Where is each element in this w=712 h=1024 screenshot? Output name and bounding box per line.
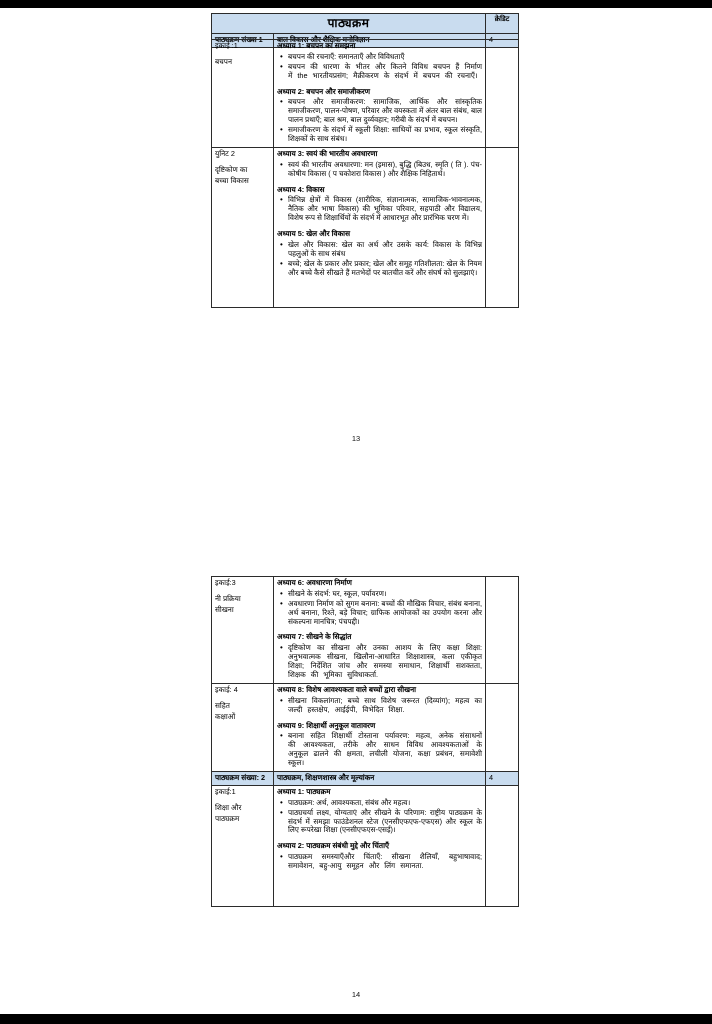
chapter-heading: अध्याय 1: बचपन का समझना (277, 41, 356, 50)
unit-number: इकाई:1 (215, 786, 236, 796)
course-credit: 4 (486, 772, 519, 786)
list-item: • विभिन्न क्षेत्रों में विकास (शारीरिक, संज्ञानात्मक, सामाजिक-भावनात्मक, नैतिक और भाषा विकास) की भूमिका परिवार, सहपाठी और विद्यालय, विशेष रूप से शिक्षार्थियों के संदर्भ में आधारभूत और प्रारंभिक चरण में। (288, 196, 482, 223)
table-row (212, 147, 519, 307)
list-item: • सीखना विकलांगता; बच्चे साथ विशेष जरूरत (दिव्यांग); महत्व का जल्दी हस्तक्षेप, आईईपी, विभेदित शिक्षा. (288, 697, 482, 715)
credit-cell (486, 147, 519, 307)
bullet-list (277, 590, 482, 627)
bottom-black-bar (0, 1014, 712, 1024)
scanned-page-13 (0, 8, 712, 443)
chapter-heading: अध्याय 6: अवधारणा निर्माण (277, 578, 352, 587)
unit-name-2: बच्चा विकास (215, 175, 249, 185)
unit-number: इकाई :1 (215, 41, 238, 50)
bullet-list (277, 161, 482, 179)
list-item: • बच्चे; खेल के प्रकार और प्रकार; खेल और समूह गतिशीलता: खेल के नियम और बच्चे कैसे सीखते हैं मतभेदों पर बातचीत करें और संघर्ष को सुलझाएं। (288, 260, 482, 278)
bullet-list (277, 853, 482, 871)
table-row (212, 40, 519, 148)
list-item: • पाठ्यचर्या लक्ष्य, योग्यताएं और सीखने के परिणाम: राष्ट्रीय पाठ्यक्रम के संदर्भ में समझा फाउंडेशनल स्टेज (एनसीएफएफ-एफएस) और स्कूल के लिए रूपरेखा शिक्षा (एनसीएफएस-एसई)। (288, 809, 482, 836)
course-number: पाठ्यक्रम संख्या: 2 (212, 772, 274, 786)
unit-name: शिक्षा और (215, 802, 242, 812)
unit-name-2: कक्षाओं (215, 711, 236, 721)
list-item: • बचपन और समाजीकरण: सामाजिक, आर्थिक और सांस्कृतिक समाजीकरण, पालन-पोषण, परिवार और वयस्कता में अंतर बाल संबंध, बाल पालन प्रथाएँ; बाल श्रम, बाल दुर्व्यवहार; गरीबी के संदर्भ में बचपन। (288, 98, 482, 125)
chapter-heading: अध्याय 2: पाठ्यक्रम संबंधी मुद्दे और चिंताएँ (277, 841, 389, 851)
unit-content-cell (274, 40, 486, 148)
bullet-list (277, 196, 482, 223)
list-item: • समाजीकरण के संदर्भ में स्कूली शिक्षा: साथियों का प्रभाव, स्कूल संस्कृति, शिक्षकों के साथ संबंध। (288, 126, 482, 144)
header-credit: क्रेडिट (486, 14, 519, 34)
list-item: • दृष्टिकोण का सीखना और उनका आशय के लिए कक्षा शिक्षा: अनुभवात्मक सीखना, खिलौना-आधारित शिक्षाशास्त्र, कला एकीकृत शिक्षा; निर्देशित जांच और समस्या समाधान, शिक्षार्थी सशक्तता, शिक्षक की भूमिका सुविधाकर्ता. (288, 644, 482, 680)
credit-cell (486, 683, 519, 771)
list-item: • बचपन की धारणा के भीतर और कितने विविध बचपन हैं निर्माण में the भारतीयप्रसंग; मैक्रीकरण के संदर्भ में बचपन की रचनाएँ। (288, 63, 482, 81)
unit-name: बचपन (215, 56, 232, 66)
chapter-heading: अध्याय 1: पाठ्यक्रम (277, 786, 331, 796)
credit-cell (486, 785, 519, 906)
unit-content-cell (274, 577, 486, 684)
unit-number: इकाई:3 (215, 578, 236, 587)
list-item: • पाठ्यक्रम: अर्थ, आवश्यकता, संबंध और महत्व। (288, 799, 482, 808)
course-title: बाल विकास और शैक्षिक मनोविज्ञान (274, 33, 486, 47)
course-title: पाठ्यक्रम, शिक्षणशास्त्र और मूल्यांकन (274, 772, 486, 786)
list-item: • खेल और विकास: खेल का अर्थ और उसके कार्य: विकास के विभिन्न पहलुओं के साथ संबंध (288, 241, 482, 259)
top-black-bar (0, 0, 712, 8)
chapter-heading: अध्याय 8: विशेष आवश्यकता वाले बच्चों द्वारा सीखना (277, 684, 417, 694)
table-row (212, 683, 519, 771)
credit-cell (486, 577, 519, 684)
unit-content-cell (274, 147, 486, 307)
bullet-list (277, 732, 482, 768)
scanned-page-14 (0, 510, 712, 1014)
unit-name-2: सीखना (215, 604, 234, 614)
list-item: • बनाना सहित शिक्षार्थी टोस्ताना पर्यावरण: महत्व, अनेक संसाधनों की आवश्यकता, तरीके और साधन विविध आवश्यकताओं के अनुकूल ढालने की क्षमता, लचीली योजना, कक्षा प्रबंधन, समावेशी स्कूल। (288, 732, 482, 768)
unit-label-cell (212, 683, 274, 771)
unit-name: नी प्रक्रिया (215, 593, 241, 603)
chapter-heading: अध्याय 4: विकास (277, 184, 325, 194)
chapter-heading: अध्याय 2: बचपन और समाजीकरण (277, 86, 371, 96)
course-row-2 (212, 772, 519, 786)
table-row (212, 785, 519, 906)
unit-name: सहित (215, 700, 230, 710)
bullet-list (277, 799, 482, 836)
list-item: • पाठ्यक्रम समस्याएँऔर चिंताएँ: सीखना शैलियाँ, बहुभाषावाद; समावेशन, बहु-आयु समूहन और लिंग समानता. (288, 853, 482, 871)
course-credit: 4 (486, 33, 519, 47)
bullet-list (277, 644, 482, 680)
chapter-heading: अध्याय 3: स्वयं की भारतीय अवधारणा (277, 148, 378, 158)
bullet-list (277, 241, 482, 278)
chapter-heading: अध्याय 7: सीखने के सिद्धांत (277, 632, 352, 642)
list-item: • सीखने के संदर्भ: घर, स्कूल, पर्यावरण। (288, 590, 482, 599)
table-row (212, 577, 519, 684)
list-item: • बचपन की रचनाएँ: समानताएँ और विविधताएँ (288, 53, 482, 62)
unit-content-cell (274, 683, 486, 771)
page-number: 13 (351, 434, 361, 443)
chapter-heading: अध्याय 9: शिक्षार्थी अनुकूल वातावरण (277, 720, 376, 730)
credit-cell (486, 40, 519, 148)
unit-name-2: पाठ्यक्रम (215, 813, 240, 823)
unit-label-cell (212, 40, 274, 148)
unit-name: दृष्टिकोण का (215, 164, 248, 174)
course-number: पाठ्यक्रम संख्या 1 (212, 33, 274, 47)
syllabus-body-table-2 (211, 576, 519, 907)
header-title: पाठ्यक्रम (212, 14, 486, 34)
bullet-list (277, 697, 482, 715)
table-header-row (212, 14, 519, 34)
unit-number: युनिट 2 (215, 148, 235, 158)
unit-number: इकाई: 4 (215, 684, 238, 694)
bullet-list (277, 53, 482, 81)
unit-content-cell (274, 785, 486, 906)
unit-label-cell (212, 147, 274, 307)
page-number: 14 (351, 990, 361, 999)
list-item: • अवधारणा निर्माण को सुगम बनाना: बच्चों की मौखिक विचार, संबंध बनाना, अर्थ बनाना, रिश्ते, बड़े विचार; ग्राफिक आयोजकों का उपयोग करना और संकल्पना मानचित्र; पंचपद्दी। (288, 600, 482, 627)
unit-label-cell (212, 785, 274, 906)
chapter-heading: अध्याय 5: खेल और विकास (277, 229, 351, 239)
syllabus-body-table-1 (211, 39, 519, 308)
list-item: • स्वयं की भारतीय अवधारणा: मन (इमास), बुद्धि (बिउध, स्मृति ( ति ). पंच-कोषीय विकास ( प चकोशरा विकास ) और शैक्षिक निहितार्थ। (288, 161, 482, 179)
bullet-list (277, 98, 482, 143)
unit-label-cell (212, 577, 274, 684)
